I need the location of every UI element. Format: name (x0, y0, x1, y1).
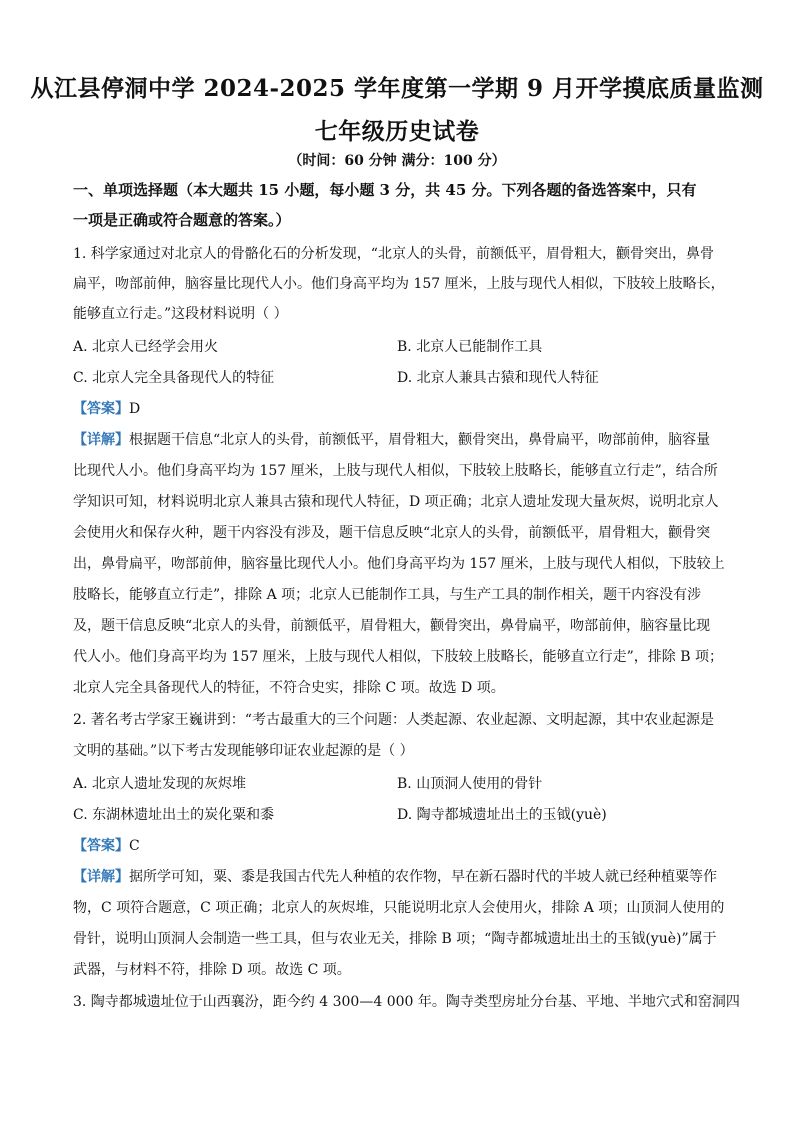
question-1-detail: 出，鼻骨扁平，吻部前伸，脑容量比现代人小。他们身高平均为 157 厘米，上肢与现代人相似，下肢较上 (73, 556, 725, 572)
section-heading-cont: 一项是正确或符合题意的答案。） (73, 211, 291, 229)
answer-value: C (129, 838, 140, 854)
question-2-option-a: A. 北京人遗址发现的灰烬堆 (73, 776, 247, 792)
question-1-detail: 肢略长，能够直立行走”，排除 A 项；北京人已能制作工具，与生产工具的制作相关，题干内容没有涉 (73, 587, 702, 603)
section-heading: 一、单项选择题（本大题共 15 小题，每小题 3 分，共 45 分。下列各题的备选答案中，只有 (73, 181, 697, 199)
answer-label: 【答案】 (73, 838, 129, 854)
question-2-detail: 物，C 项符合题意，C 项正确；北京人的灰烬堆，只能说明北京人会使用火，排除 A 项；山顶洞人使用的 (73, 900, 725, 916)
question-1-option-c: C. 北京人完全具备现代人的特征 (73, 370, 275, 386)
exam-subject-title: 七年级历史试卷 (314, 118, 480, 145)
question-2-text: 2. 著名考古学家王巍讲到：“考古最重大的三个问题：人类起源、农业起源、文明起源，其中农业起源是 (73, 712, 714, 728)
question-1-text: 1. 科学家通过对北京人的骨骼化石的分析发现，“北京人的头骨，前额低平，眉骨粗大，颧骨突出，鼻骨 (73, 246, 714, 262)
question-2-detail: 武器，与材料不符，排除 D 项。故选 C 项。 (73, 962, 351, 978)
question-1-detail: 会使用火和保存火种，题干内容没有涉及，题干信息反映“北京人的头骨，前额低平，眉骨粗大，颧骨突 (73, 525, 711, 541)
detail-text: 据所学可知，粟、黍是我国古代先人种植的农作物，早在新石器时代的半坡人就已经种植粟等作 (129, 869, 717, 885)
question-2-detail: 骨针，说明山顶洞人会制造一些工具，但与农业无关，排除 B 项；“陶寺都城遗址出土的玉钺(yuè)”属于 (73, 931, 717, 947)
answer-value: D (129, 401, 141, 417)
question-2-detail (73, 867, 723, 887)
question-2-text: 文明的基础。”以下考古发现能够印证农业起源的是（ ） (73, 743, 414, 759)
exam-time-score: （时间：60 分钟 满分：100 分） (288, 153, 506, 169)
exam-title: 从江县停洞中学 2024-2025 学年度第一学期 9 月开学摸底质量监测 (30, 75, 764, 102)
question-1-option-b: B. 北京人已能制作工具 (397, 339, 543, 355)
question-1-detail: 北京人完全具备现代人的特征，不符合史实，排除 C 项。故选 D 项。 (73, 680, 505, 696)
question-1-detail: 比现代人小。他们身高平均为 157 厘米，上肢与现代人相似，下肢较上肢略长，能够直立行走”，结合所 (73, 463, 718, 479)
detail-label: 【详解】 (73, 869, 129, 885)
question-1-text: 能够直立行走。”这段材料说明（ ） (73, 306, 288, 322)
question-1-answer (73, 399, 723, 419)
question-1-option-a: A. 北京人已经学会用火 (73, 339, 219, 355)
question-1-option-d: D. 北京人兼具古猿和现代人特征 (397, 370, 599, 386)
question-1-text: 扁平，吻部前伸，脑容量比现代人小。他们身高平均为 157 厘米，上肢与现代人相似，下肢较上肢略长， (73, 276, 725, 292)
question-2-option-d: D. 陶寺都城遗址出土的玉钺(yuè) (397, 807, 607, 823)
question-1-detail: 及，题干信息反映“北京人的头骨，前额低平，眉骨粗大，颧骨突出，鼻骨扁平，吻部前伸，脑容量比现 (73, 618, 711, 634)
answer-label: 【答案】 (73, 401, 129, 417)
question-1-detail: 学知识可知，材料说明北京人兼具古猿和现代人特征，D 项正确；北京人遗址发现大量灰烬，说明北京人 (73, 494, 719, 510)
detail-label: 【详解】 (73, 432, 129, 448)
question-1-detail (73, 430, 723, 450)
question-3-text: 3. 陶寺都城遗址位于山西襄汾，距今约 4 300—4 000 年。陶寺类型房址分台基、平地、半地穴式和窑洞四 (73, 994, 740, 1010)
question-2-option-b: B. 山顶洞人使用的骨针 (397, 776, 543, 792)
detail-text: 根据题干信息“北京人的头骨，前额低平，眉骨粗大，颧骨突出，鼻骨扁平，吻部前伸，脑容量 (129, 432, 711, 448)
question-2-option-c: C. 东湖林遗址出土的炭化粟和黍 (73, 807, 275, 823)
question-2-answer (73, 836, 723, 856)
question-1-detail: 代人小。他们身高平均为 157 厘米，上肢与现代人相似，下肢较上肢略长，能够直立行走”，排除 B 项； (73, 649, 723, 665)
